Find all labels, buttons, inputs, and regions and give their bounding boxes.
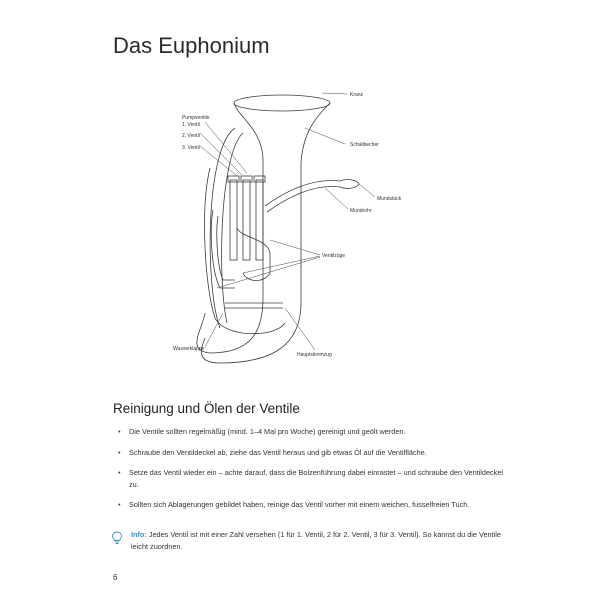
label-ventil-3: 3. Ventil — [182, 145, 200, 151]
valve-3 — [256, 180, 263, 260]
lightbulb-icon — [111, 531, 123, 545]
valve-1 — [230, 180, 237, 260]
label-wasserklappe: Wasserklappe — [173, 346, 205, 352]
list-item: • Sollten sich Ablagerungen gebildet haben, reinige das Ventil vorher mit einem weichen, fusselfreien Tuch. — [113, 499, 508, 511]
valve-2 — [243, 180, 250, 260]
info-box — [113, 529, 508, 552]
label-ventil-1: 1. Ventil — [182, 122, 200, 128]
list-item: • Schraube den Ventildeckel ab, ziehe das Ventil heraus und gib etwas Öl auf die Ventilfläche. — [113, 447, 508, 459]
label-kranz: Kranz — [350, 92, 364, 98]
euphonium-diagram — [165, 88, 410, 373]
info-body: Jedes Ventil ist mit einer Zahl versehen (1 für 1. Ventil, 2 für 2. Ventil, 3 für 3. Ventil). So kannst du die Ventile leicht zuordnen. — [131, 530, 501, 551]
section-heading: Reinigung und Ölen der Ventile — [113, 401, 300, 416]
label-pumpventile: Pumpventile — [182, 115, 210, 121]
page-title: Das Euphonium — [113, 33, 270, 58]
list-item: • Die Ventile sollten regelmäßig (mind. 1–4 Mal pro Woche) gereinigt und geölt werden. — [113, 426, 508, 438]
list-item: • Setze das Ventil wieder ein – achte darauf, dass die Bolzenführung dabei einrastet – und schraube den Ventildeckel zu. — [113, 467, 508, 490]
instruction-list — [113, 426, 508, 520]
page-number: 6 — [113, 573, 118, 582]
label-ventilzuege: Ventilzüge — [322, 253, 346, 259]
label-mundrohr: Mundrohr — [350, 208, 372, 214]
info-label: Info: — [131, 530, 147, 539]
mouthpiece — [340, 180, 359, 189]
mouthpipe — [265, 180, 340, 206]
label-hauptstimmzug: Hauptstimmzug — [297, 352, 332, 358]
label-mundstueck: Mundstück — [377, 196, 402, 202]
label-schallbecher: Schallbecher — [350, 142, 379, 148]
info-text — [113, 529, 508, 552]
bell-rim — [234, 95, 330, 111]
label-ventil-2: 2. Ventil — [182, 133, 200, 139]
